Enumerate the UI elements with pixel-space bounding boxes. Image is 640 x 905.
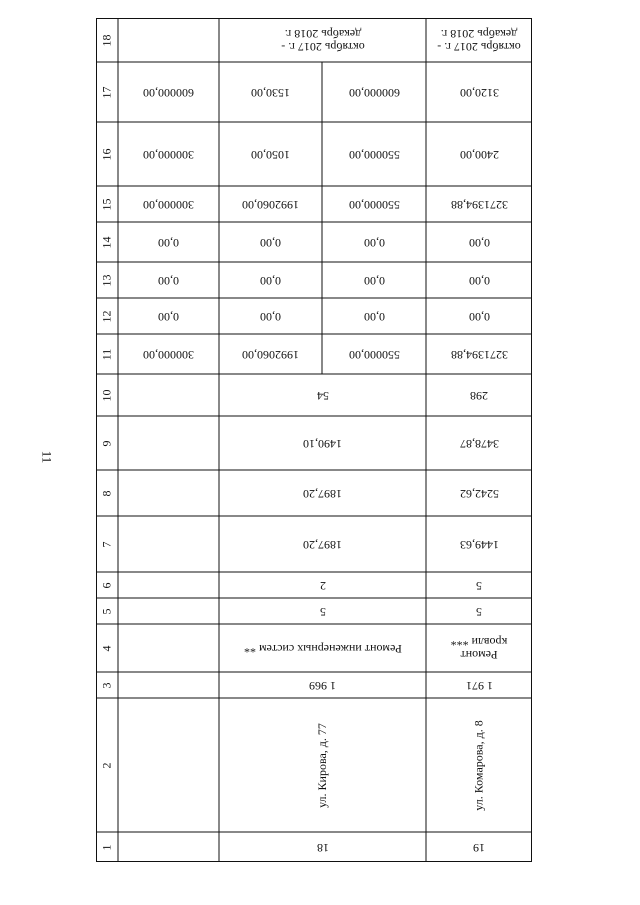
row18a-c14: 0,00 bbox=[363, 235, 385, 250]
col-num-17: 17 bbox=[99, 86, 114, 98]
row19-c12: 0,00 bbox=[468, 309, 490, 324]
row19-c14: 0,00 bbox=[468, 235, 490, 250]
col-num-18: 18 bbox=[99, 34, 114, 46]
row18b-c14: 0,00 bbox=[260, 235, 281, 250]
row19-c13: 0,00 bbox=[468, 273, 490, 288]
row18-address: ул. Кирова, д. 77 bbox=[314, 722, 329, 808]
row18b-c12: 0,00 bbox=[260, 309, 281, 324]
col-num-14: 14 bbox=[99, 236, 114, 248]
row19-work-type: Ремонт кровли *** bbox=[450, 635, 508, 662]
col-num-13: 13 bbox=[99, 274, 114, 286]
row18b-c13: 0,00 bbox=[260, 273, 281, 288]
row19-c15: 3271394,88 bbox=[450, 197, 508, 212]
total-c15: 300000,00 bbox=[143, 197, 194, 212]
row19-c10: 298 bbox=[470, 388, 488, 403]
row18a-c15: 550000,00 bbox=[348, 197, 400, 212]
row18b-c17: 1530,00 bbox=[251, 85, 290, 100]
row18a-c17: 600000,00 bbox=[348, 85, 400, 100]
col-num-10: 10 bbox=[99, 389, 114, 401]
row18b-c15: 1992060,00 bbox=[242, 197, 299, 212]
row18a-c16: 550000,00 bbox=[348, 147, 400, 162]
total-c12: 0,00 bbox=[158, 309, 179, 324]
row19-c17: 3120,00 bbox=[459, 85, 499, 100]
row18b-c11: 1992060,00 bbox=[242, 347, 299, 362]
col-num-5: 5 bbox=[99, 608, 114, 614]
total-c16: 300000,00 bbox=[143, 147, 194, 162]
total-c13: 0,00 bbox=[158, 273, 179, 288]
row18-period: октябрь 2017 г. - декабрь 2018 г. bbox=[280, 27, 365, 54]
row19-c7: 1449,63 bbox=[459, 537, 499, 552]
total-c14: 0,00 bbox=[158, 235, 179, 250]
row19-c6: 5 bbox=[476, 578, 482, 593]
col-num-1: 1 bbox=[99, 844, 114, 850]
col-num-15: 15 bbox=[99, 198, 114, 210]
row19-address: ул. Комарова, д. 8 bbox=[471, 719, 486, 811]
row18-c10: 54 bbox=[316, 388, 329, 403]
rotated-table bbox=[96, 18, 532, 862]
row18-c9: 1490,10 bbox=[303, 436, 342, 451]
row18b-c16: 1050,00 bbox=[251, 147, 290, 162]
row18-year: 1 969 bbox=[309, 678, 336, 693]
row19-c9: 3478,87 bbox=[459, 436, 499, 451]
row18-work-type: Ремонт инженерных систем ** bbox=[243, 641, 402, 656]
row18a-c11: 550000,00 bbox=[348, 347, 400, 362]
col-num-2: 2 bbox=[99, 762, 114, 768]
row18-number: 18 bbox=[316, 840, 329, 855]
row19-c5: 5 bbox=[476, 604, 482, 619]
col-num-9: 9 bbox=[99, 440, 114, 446]
col-num-4: 4 bbox=[99, 645, 114, 651]
col-num-6: 6 bbox=[99, 582, 114, 588]
col-num-11: 11 bbox=[99, 348, 114, 360]
row18-c8: 1897,20 bbox=[303, 486, 342, 501]
row18-c6: 2 bbox=[319, 578, 326, 593]
col-num-7: 7 bbox=[99, 541, 114, 547]
total-c11: 300000,00 bbox=[143, 347, 194, 362]
row19-year: 1 971 bbox=[465, 678, 493, 693]
row18-c7: 1897,20 bbox=[303, 537, 342, 552]
row19-c11: 3271394,88 bbox=[450, 347, 508, 362]
col-num-16: 16 bbox=[99, 148, 114, 160]
row19-c8: 5242,62 bbox=[459, 486, 499, 501]
row18-c5: 5 bbox=[319, 604, 326, 619]
row18a-c13: 0,00 bbox=[363, 273, 385, 288]
total-c17: 600000,00 bbox=[143, 85, 194, 100]
row19-number: 19 bbox=[473, 840, 485, 855]
col-num-12: 12 bbox=[99, 310, 114, 322]
col-num-3: 3 bbox=[99, 682, 114, 688]
page-number: 11 bbox=[39, 450, 55, 464]
row19-c16: 2400,00 bbox=[459, 147, 499, 162]
row19-period: октябрь 2017 г. - декабрь 2018 г. bbox=[437, 27, 521, 54]
col-num-8: 8 bbox=[99, 490, 114, 496]
row18a-c12: 0,00 bbox=[363, 309, 385, 324]
